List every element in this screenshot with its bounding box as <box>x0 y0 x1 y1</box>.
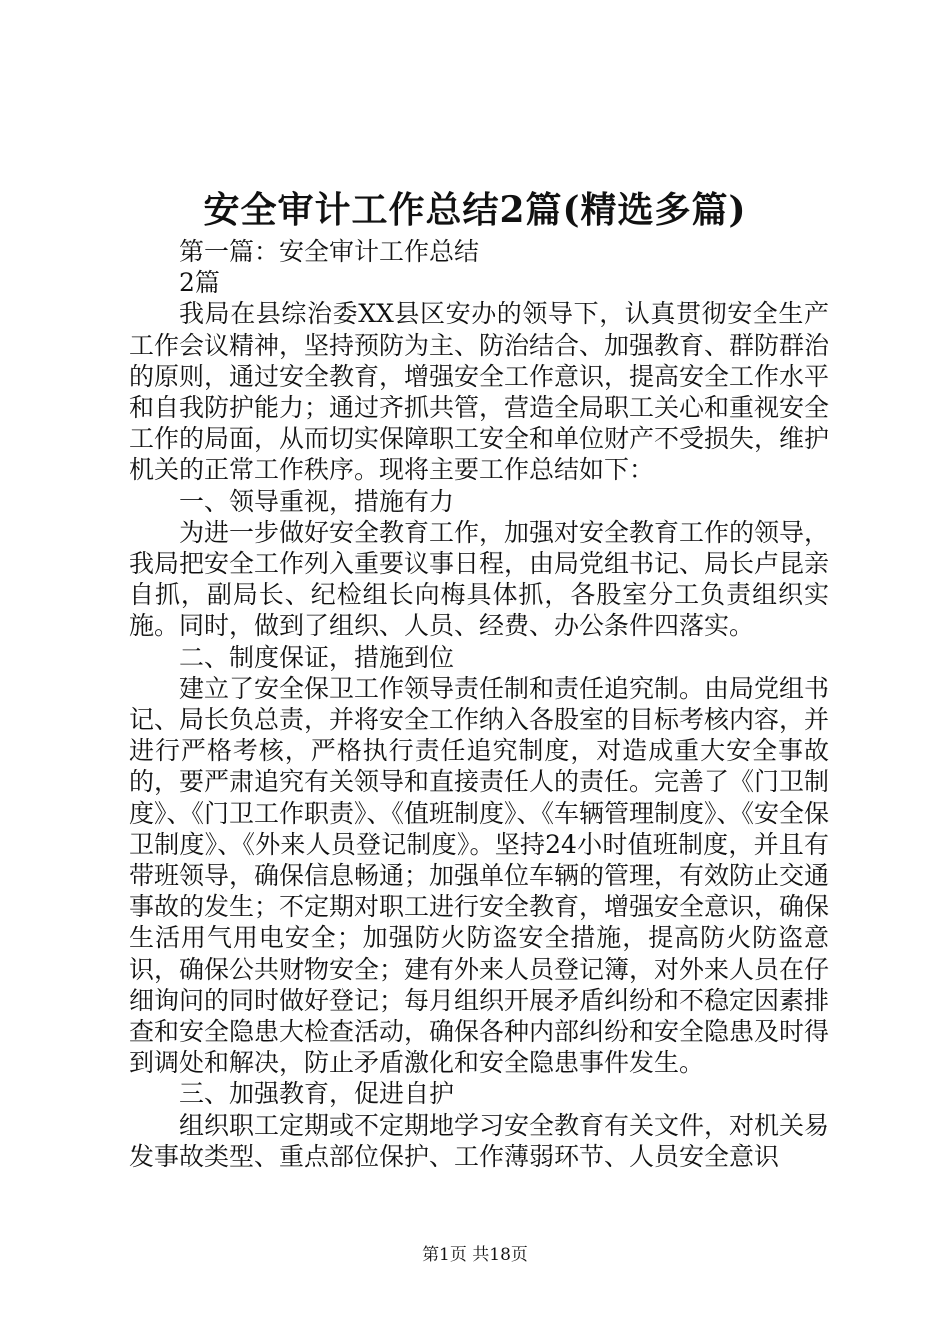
document-title: 安全审计工作总结2篇(精选多篇) <box>203 189 747 231</box>
subheading: 三、加强教育，促进自护 <box>179 1079 455 1109</box>
body-paragraph: 建立了安全保卫工作领导责任制和责任追究制。由局党组书记、局长负总责，并将安全工作纳入各股室的目标考核内容，并进行严格考核，严格执行责任追究制度，对造成重大安全事故的，要严肃追究有关领导和直接责任人的责任。完善了《门卫制度》、《门卫工作职责》、《值班制度》、《车辆管理制度》、《安全保卫制度》、《外来人员登记制度》。坚持24小时值班制度，并且有带班领导，确保信息畅通；加强单位车辆的管理，有效防止交通事故的发生；不定期对职工进行安全教育，增强安全意识，确保生活用气用电安全；加强防火防盗安全措施，提高防火防盗意识，确保公共财物安全；建有外来人员登记簿，对外来人员在仔细询问的同时做好登记；每月组织开展矛盾纠纷和不稳定因素排查和安全隐患大检查活动，确保各种内部纠纷和安全隐患及时得到调处和解决，防止矛盾激化和安全隐患事件发生。 <box>129 673 830 1078</box>
subheading: 一、领导重视，措施有力 <box>179 486 455 516</box>
body-paragraph: 我局在县综治委XX县区安办的领导下，认真贯彻安全生产工作会议精神，坚持预防为主、防治结合、加强教育、群防群治的原则，通过安全教育，增强安全工作意识，提高安全工作水平和自我防护能力；通过齐抓共管，营造全局职工关心和重视安全工作的局面，从而切实保障职工安全和单位财产不受损失，维护机关的正常工作秩序。现将主要工作总结如下： <box>129 299 830 485</box>
body-paragraph: 组织职工定期或不定期地学习安全教育有关文件，对机关易发事故类型、重点部位保护、工作薄弱环节、人员安全意识 <box>129 1110 830 1171</box>
section-heading-continuation: 2篇 <box>179 268 220 298</box>
document-body <box>129 236 829 1172</box>
page-number: 第1页 共18页 <box>422 1245 528 1265</box>
section-heading: 第一篇：安全审计工作总结 <box>179 237 480 266</box>
body-paragraph: 为进一步做好安全教育工作，加强对安全教育工作的领导，我局把安全工作列入重要议事日程，由局党组书记、局长卢昆亲自抓，副局长、纪检组长向梅具体抓，各股室分工负责组织实施。同时，做到了组织、人员、经费、办公条件四落实。 <box>129 517 830 641</box>
subheading: 二、制度保证，措施到位 <box>179 642 455 672</box>
